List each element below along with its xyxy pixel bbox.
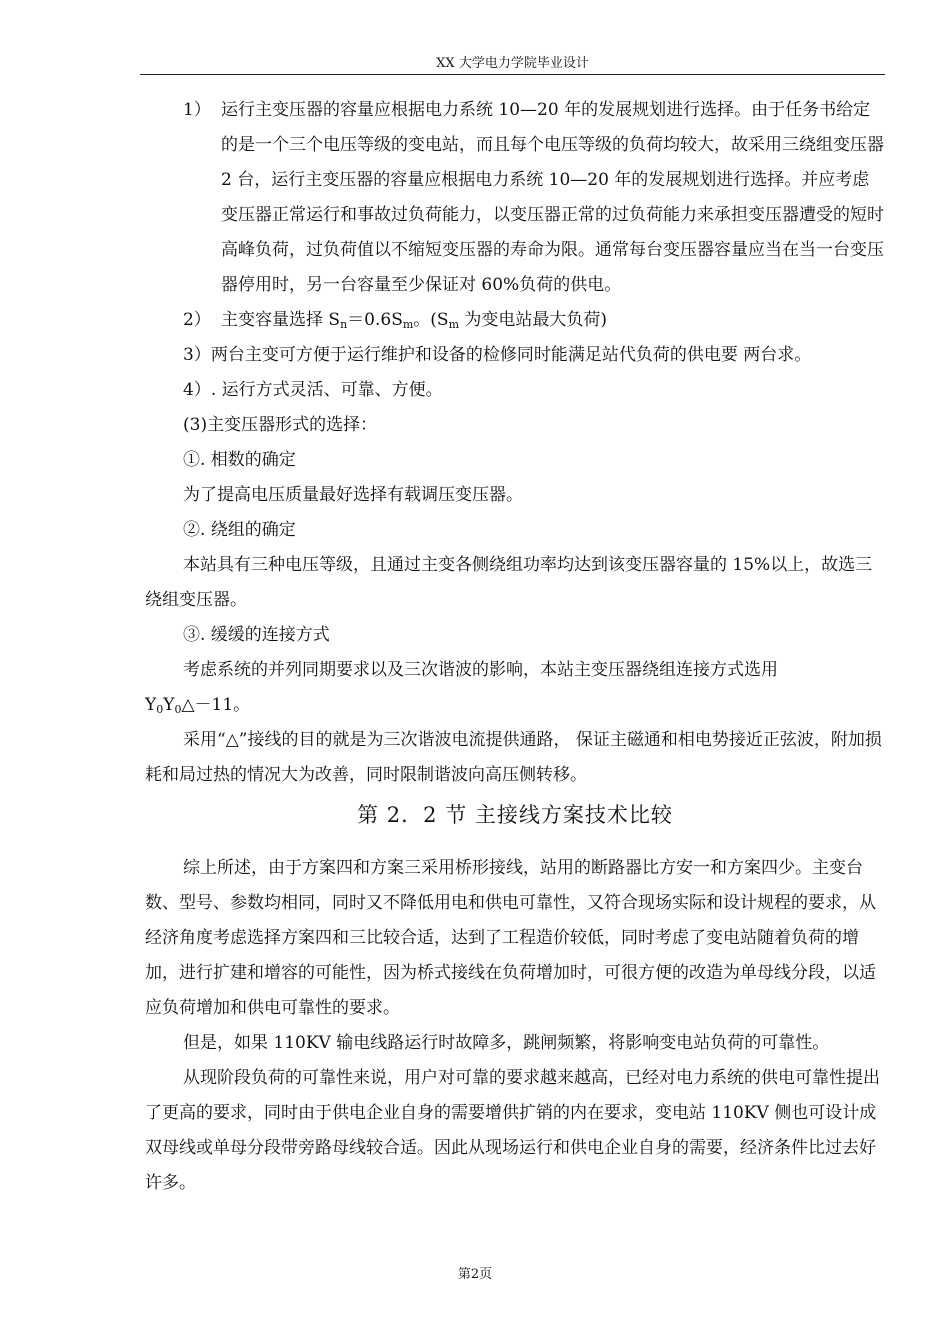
formula-part: Y — [163, 695, 175, 715]
formula-tail: 。(S — [413, 310, 449, 330]
formula-text — [221, 310, 607, 330]
paragraph: 为了提高电压质量最好选择有载调压变压器。 — [183, 485, 523, 505]
document-body — [145, 93, 885, 1201]
formula-lead: 主变容量选择 S — [221, 310, 341, 330]
paragraph: 但是，如果 110KV 输电线路运行时故障多，跳闸频繁，将影响变电站负荷的可靠性。 — [183, 1033, 830, 1053]
list-item-2 — [145, 303, 885, 338]
list-number: 2） — [183, 310, 211, 330]
subheading-winding: ②. 绕组的确定 — [183, 520, 296, 540]
subheading-phase: ①. 相数的确定 — [183, 450, 296, 470]
formula-part: △－11。 — [181, 695, 251, 715]
formula-tail: 为变电站最大负荷) — [459, 310, 608, 330]
page-number: 第2页 — [457, 1267, 493, 1282]
paragraph: 考虑系统的并列同期要求以及三次谐波的影响，本站主变压器绕组连接方式选用 — [183, 660, 778, 680]
paragraph: 本站具有三种电压等级，且通过主变各侧绕组功率均达到该变压器容量的 15%以上，故选三绕组变压器。 — [145, 555, 873, 610]
list-item-1 — [145, 93, 885, 303]
list-text: 运行主变压器的容量应根据电力系统 10—20 年的发展规划进行选择。由于任务书给定的是一个三个电压等级的变电站，而且每个电压等级的负荷均较大，故采用三绕组变压器 2 台，运行主变压器的容量应根据电力系统 10—20 年的发展规划进行选择。并应考虑变压器正常运行和事故过负荷能力，以变压器正常的过负荷能力来承担变压器遭受的短时高峰负荷，过负荷值以不缩短变压器的寿命为限。通常每台变压器容量应当在当一台变压器停用时，另一台容量至少保证对 60%负荷的供电。 — [221, 100, 884, 295]
formula-part: Y — [145, 695, 157, 715]
connection-formula — [145, 688, 885, 723]
paragraph: 从现阶段负荷的可靠性来说，用户对可靠的要求越来越高，已经对电力系统的供电可靠性提出了更高的要求，同时由于供电企业自身的需要增供扩销的内在要求，变电站 110KV 侧也可设计成双母线或单母分段带旁路母线较合适。因此从现场运行和供电企业自身的需要，经济条件比过去好许多。 — [145, 1068, 880, 1193]
subscript: m — [448, 318, 459, 331]
paragraph: 采用“△”接线的目的就是为三次谐波电流提供通路， 保证主磁通和相电势接近正弦波，附加损耗和局过热的情况大为改善，同时限制谐波向高压侧转移。 — [145, 730, 882, 785]
subscript: n — [340, 318, 348, 331]
subheading-connection: ③. 缓缓的连接方式 — [183, 625, 330, 645]
paragraph: 综上所述，由于方案四和方案三采用桥形接线，站用的断路器比方安一和方案四少。主变台数、型号、参数均相同，同时又不降低用电和供电可靠性，又符合现场实际和设计规程的要求，从经济角度考虑选择方案四和三比较合适，达到了工程造价较低，同时考虑了变电站随着负荷的增加，进行扩建和增容的可能性，因为桥式接线在负荷增加时，可很方便的改造为单母线分段，以适应负荷增加和供电可靠性的要求。 — [145, 858, 876, 1018]
header-divider — [140, 74, 885, 75]
subsection-heading: (3)主变压器形式的选择： — [183, 415, 378, 435]
list-item-4: 4）. 运行方式灵活、可靠、方便。 — [183, 380, 443, 400]
page-header: XX 大学电力学院毕业设计 — [436, 56, 589, 71]
subscript: 0 — [156, 703, 164, 716]
subscript: m — [402, 318, 414, 331]
formula-mid: ＝0.6S — [347, 310, 403, 330]
section-title: 第 2．2 节 主接线方案技术比较 — [357, 803, 673, 827]
list-number: 1） — [183, 100, 211, 120]
subscript: 0 — [174, 703, 182, 716]
list-item-3: 3）两台主变可方便于运行维护和设备的检修同时能满足站代负荷的供电要 两台求。 — [183, 345, 812, 365]
